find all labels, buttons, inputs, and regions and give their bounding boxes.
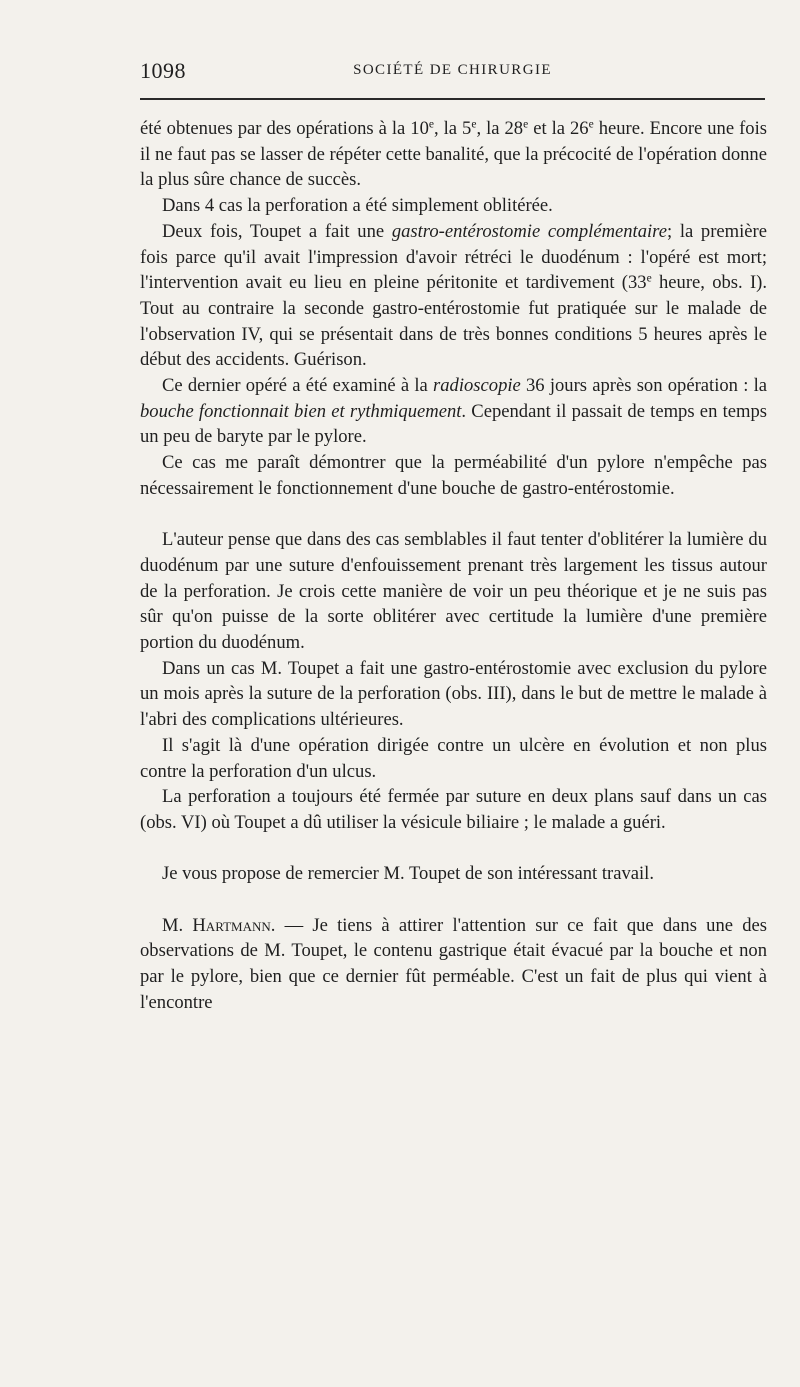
paragraph-6: L'auteur pense que dans des cas semblables il faut tenter d'oblitérer la lumière du duodénum par une suture d'enfouissement prenant très largement les tissus autour de la perforation. Je crois cette manière de voir un peu théorique et je ne suis pas sûr qu'on puisse de la sorte oblitérer avec certitude la lumière d'une première portion du duodénum. [140, 529, 767, 654]
page-number: 1098 [140, 58, 186, 83]
page-header [140, 58, 765, 86]
text-run: ; la première fois parce qu'il avait l'impression d'avoir rétréci le duodénum : l'opéré est mort; l'intervention avait eu lieu en pleine péritonite et tardivement (33 [140, 220, 767, 294]
superscript: e [646, 272, 652, 285]
paragraph-1: été obtenues par des opérations à la 10e, la 5e, la 28e et la 26e heure. Encore une fois il ne faut pas se lasser de répéter cette banalité, que la précocité de l'opération donne la plus sûre chance de succès. [140, 118, 767, 191]
paragraph-7: Dans un cas M. Toupet a fait une gastro-entérostomie avec exclusion du pylore un mois après la suture de la perforation (obs. III), dans le but de mettre le malade à l'abri des complications ultérieures. [140, 657, 767, 731]
paragraph-9: La perforation a toujours été fermée par suture en deux plans sauf dans un cas (obs. VI) où Toupet a dû utiliser la vésicule biliaire ; le malade a guéri. [140, 786, 767, 833]
header-rule [140, 98, 765, 100]
paragraph-4 [140, 373, 767, 450]
text-run: 36 jours après son opération : la [520, 375, 768, 397]
running-head: SOCIÉTÉ DE CHIRURGIE [353, 62, 552, 78]
text-run: . Cependant il passait de temps en temps un peu de baryte par le pylore. [140, 400, 767, 448]
italic-phrase: bouche fonctionnait bien et rythmiquement [140, 400, 462, 422]
superscript: e [471, 118, 477, 131]
italic-term: gastro-entérostomie complémentaire [391, 220, 667, 242]
italic-term: radioscopie [432, 375, 521, 397]
paragraph-3 [140, 219, 767, 373]
text-run: heure, obs. I). Tout au contraire la seconde gastro-entérostomie fut pratiquée sur le malade de l'observation IV, qui se présentait dans de très bonnes conditions 5 heures après le début des accidents. Guérison. [140, 272, 767, 371]
paragraph-10: Je vous propose de remercier M. Toupet de son intéressant travail. [162, 863, 654, 885]
speaker-name: M. Hartmann. [162, 914, 276, 936]
superscript: e [523, 118, 529, 131]
superscript: e [588, 118, 594, 131]
paragraph-5: Ce cas me paraît démontrer que la perméabilité d'un pylore n'empêche pas nécessairement le fonctionnement d'une bouche de gastro-entérostomie. [140, 452, 767, 499]
paragraph-2: Dans 4 cas la perforation a été simplement oblitérée. [162, 195, 553, 217]
paragraph-8: Il s'agit là d'une opération dirigée contre un ulcère en évolution et non plus contre la perforation d'un ulcus. [140, 734, 767, 782]
superscript: e [428, 118, 435, 131]
body-text [140, 116, 767, 1016]
paragraph-11 [140, 913, 767, 1016]
text-run: — Je tiens à attirer l'attention sur ce fait que dans une des observations de M. Toupet, le contenu gastrique était évacué par la bouche et non par le pylore, bien que ce dernier fût perméable. C'est un fait de plus qui vient à l'encontre [140, 914, 767, 1013]
text-run: Deux fois, Toupet a fait une [162, 220, 392, 242]
text-run: Ce dernier opéré a été examiné à la [162, 375, 433, 397]
